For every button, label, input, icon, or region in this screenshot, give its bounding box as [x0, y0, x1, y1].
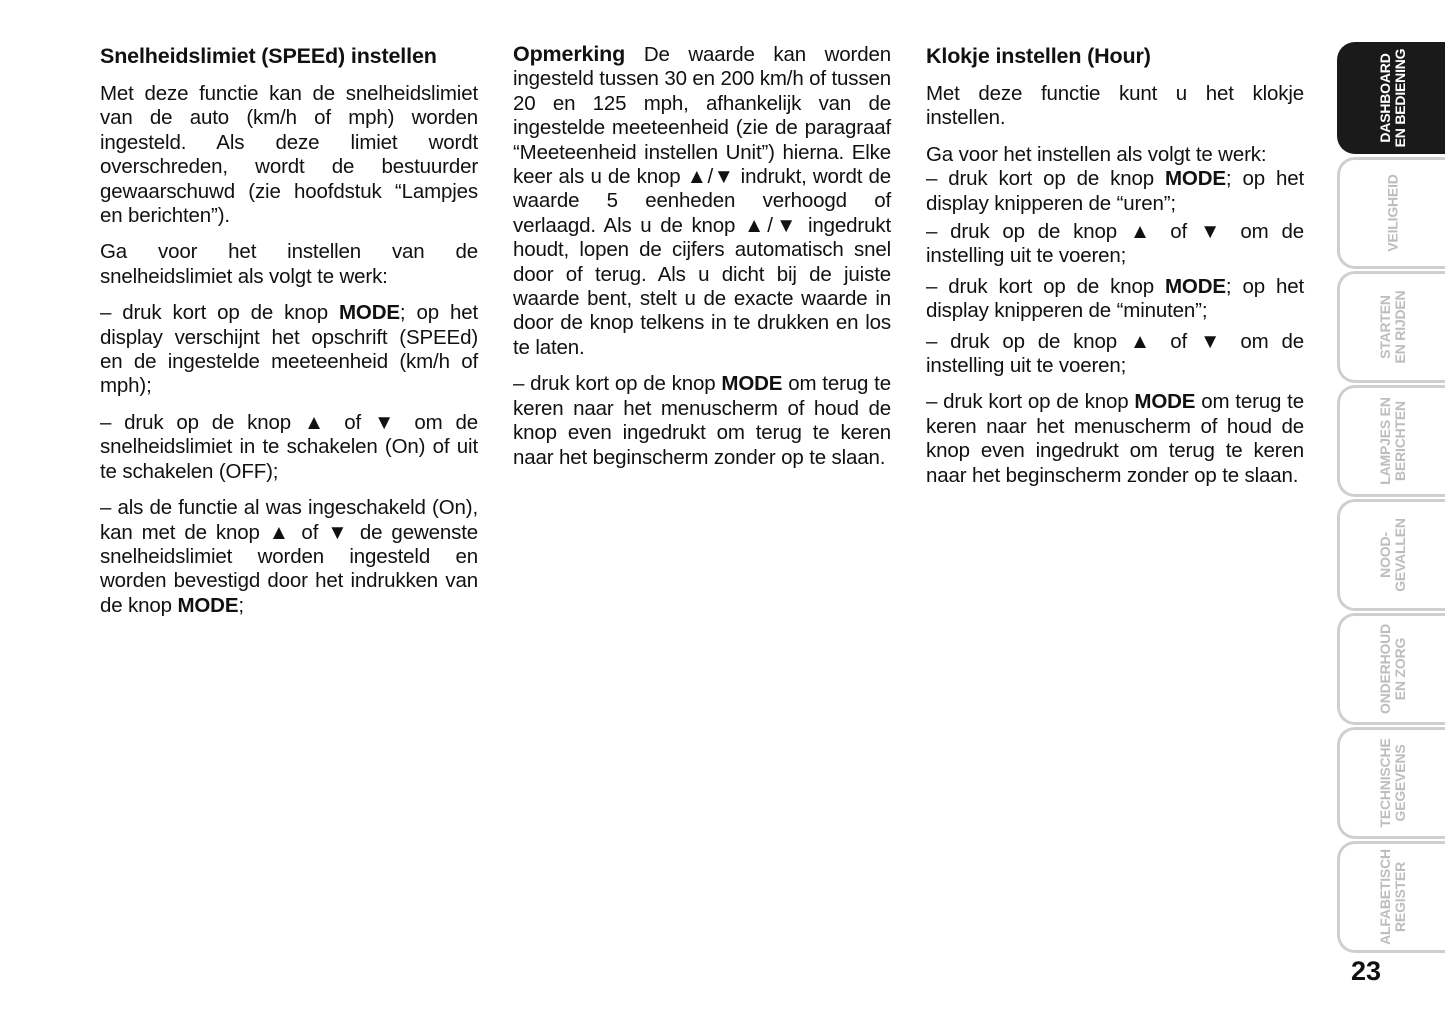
paragraph: Met deze functie kunt u het klokje instellen.: [926, 82, 1304, 130]
text: ;: [238, 593, 244, 617]
tab-label: VEILIGHEID: [1384, 174, 1400, 252]
tab-register[interactable]: [1337, 841, 1445, 953]
text: – als de functie al was ingeschakeld (On), kan met de knop ▲ of ▼ de gewenste snelheidslimiet worden ingesteld en worden bevestigd door het indrukken van de knop: [100, 496, 478, 617]
tab-noodgevallen[interactable]: [1337, 499, 1445, 611]
text: ; op het display knipperen de “minuten”;: [926, 274, 1304, 323]
paragraph: [926, 390, 1304, 488]
page-number: 23: [1350, 956, 1382, 986]
column-speed-limit: [100, 42, 478, 630]
tab-lampjes[interactable]: [1337, 385, 1445, 497]
section-heading-clock: Klokje instellen (Hour): [926, 44, 1151, 68]
text: De waarde kan worden ingesteld tussen 30 en 200 km/h of tussen 20 en 125 mph, afhankelijk van de ingestelde meeteenheid (zie de paragraaf “Meeteenheid instellen Unit”) hierna. Elke keer als u de knop ▲/▼ indrukt, wordt de waarde 5 eenheden verhoogd of verlaagd. Als u de knop ▲/▼ ingedrukt houdt, lopen de cijfers automatisch snel door of terug. Als u dicht bij de juiste waarde bent, stelt u de exacte waarde in door de knop telkens in te drukken en los te laten.: [513, 43, 891, 359]
paragraph: – druk op de knop ▲ of ▼ om de snelheidslimiet in te schakelen (On) of uit te schakelen (OFF);: [100, 410, 478, 483]
mode-keyword: MODE: [1164, 274, 1226, 298]
mode-keyword: MODE: [177, 593, 239, 617]
paragraph: [100, 301, 478, 399]
tab-veiligheid[interactable]: [1337, 157, 1445, 269]
text: om terug te keren naar het menuscherm of houd de knop even ingedrukt om terug te keren naar het beginscherm zonder op te slaan.: [926, 390, 1304, 487]
text: – druk kort op de knop: [926, 274, 1165, 298]
text: ; op het display knipperen de “uren”;: [926, 167, 1304, 215]
text: om terug te keren naar het menuscherm of houd de knop even ingedrukt om terug te keren naar het beginscherm zonder op te slaan.: [513, 372, 891, 469]
column-clock: [926, 42, 1304, 500]
tab-label: ALFABETISCH REGISTER: [1376, 849, 1408, 945]
paragraph: [926, 275, 1304, 324]
tab-dashboard[interactable]: [1337, 42, 1445, 154]
tab-label: ONDERHOUD EN ZORG: [1376, 624, 1408, 714]
mode-keyword: MODE: [1134, 390, 1196, 414]
paragraph: [100, 496, 478, 618]
note-label: Opmerking: [513, 42, 626, 66]
text: ; op het display verschijnt het opschrift (SPEEd) en de ingestelde meeteenheid (km/h of mph);: [100, 301, 478, 398]
text: Ga voor het instellen als volgt te werk:: [926, 142, 1267, 166]
tab-technische[interactable]: [1337, 727, 1445, 839]
paragraph: Ga voor het instellen van de snelheidslimiet als volgt te werk:: [100, 240, 478, 288]
tab-starten[interactable]: [1337, 271, 1445, 383]
paragraph: [926, 143, 1304, 216]
tab-label: TECHNISCHE GEGEVENS: [1376, 738, 1408, 828]
mode-keyword: MODE: [721, 372, 783, 396]
mode-keyword: MODE: [1164, 167, 1226, 191]
text: – druk kort op de knop: [926, 167, 1165, 191]
paragraph: – druk op de knop ▲ of ▼ om de instelling uit te voeren;: [926, 220, 1304, 268]
tab-label: DASHBOARD EN BEDIENING: [1376, 48, 1408, 148]
paragraph: – druk op de knop ▲ of ▼ om de instelling uit te voeren;: [926, 329, 1304, 378]
text: – druk kort op de knop: [100, 301, 339, 325]
text: – druk kort op de knop: [926, 390, 1135, 414]
column-note: [513, 42, 891, 482]
note-paragraph: [513, 42, 891, 360]
tab-label: NOOD- GEVALLEN: [1376, 518, 1408, 592]
tab-onderhoud[interactable]: [1337, 613, 1445, 725]
tab-label: STARTEN EN RIJDEN: [1376, 290, 1408, 364]
section-heading-speed-limit: Snelheidslimiet (SPEEd) instellen: [100, 44, 437, 68]
tab-label: LAMPJES EN BERICHTEN: [1376, 397, 1408, 485]
text: – druk kort op de knop: [513, 372, 722, 396]
mode-keyword: MODE: [338, 301, 400, 325]
paragraph: [513, 372, 891, 470]
paragraph: Met deze functie kan de snelheidslimiet van de auto (km/h of mph) worden ingesteld. Als deze limiet wordt overschreden, wordt de bestuurder gewaarschuwd (zie hoofdstuk “Lampjes en berichten”).: [100, 82, 478, 228]
